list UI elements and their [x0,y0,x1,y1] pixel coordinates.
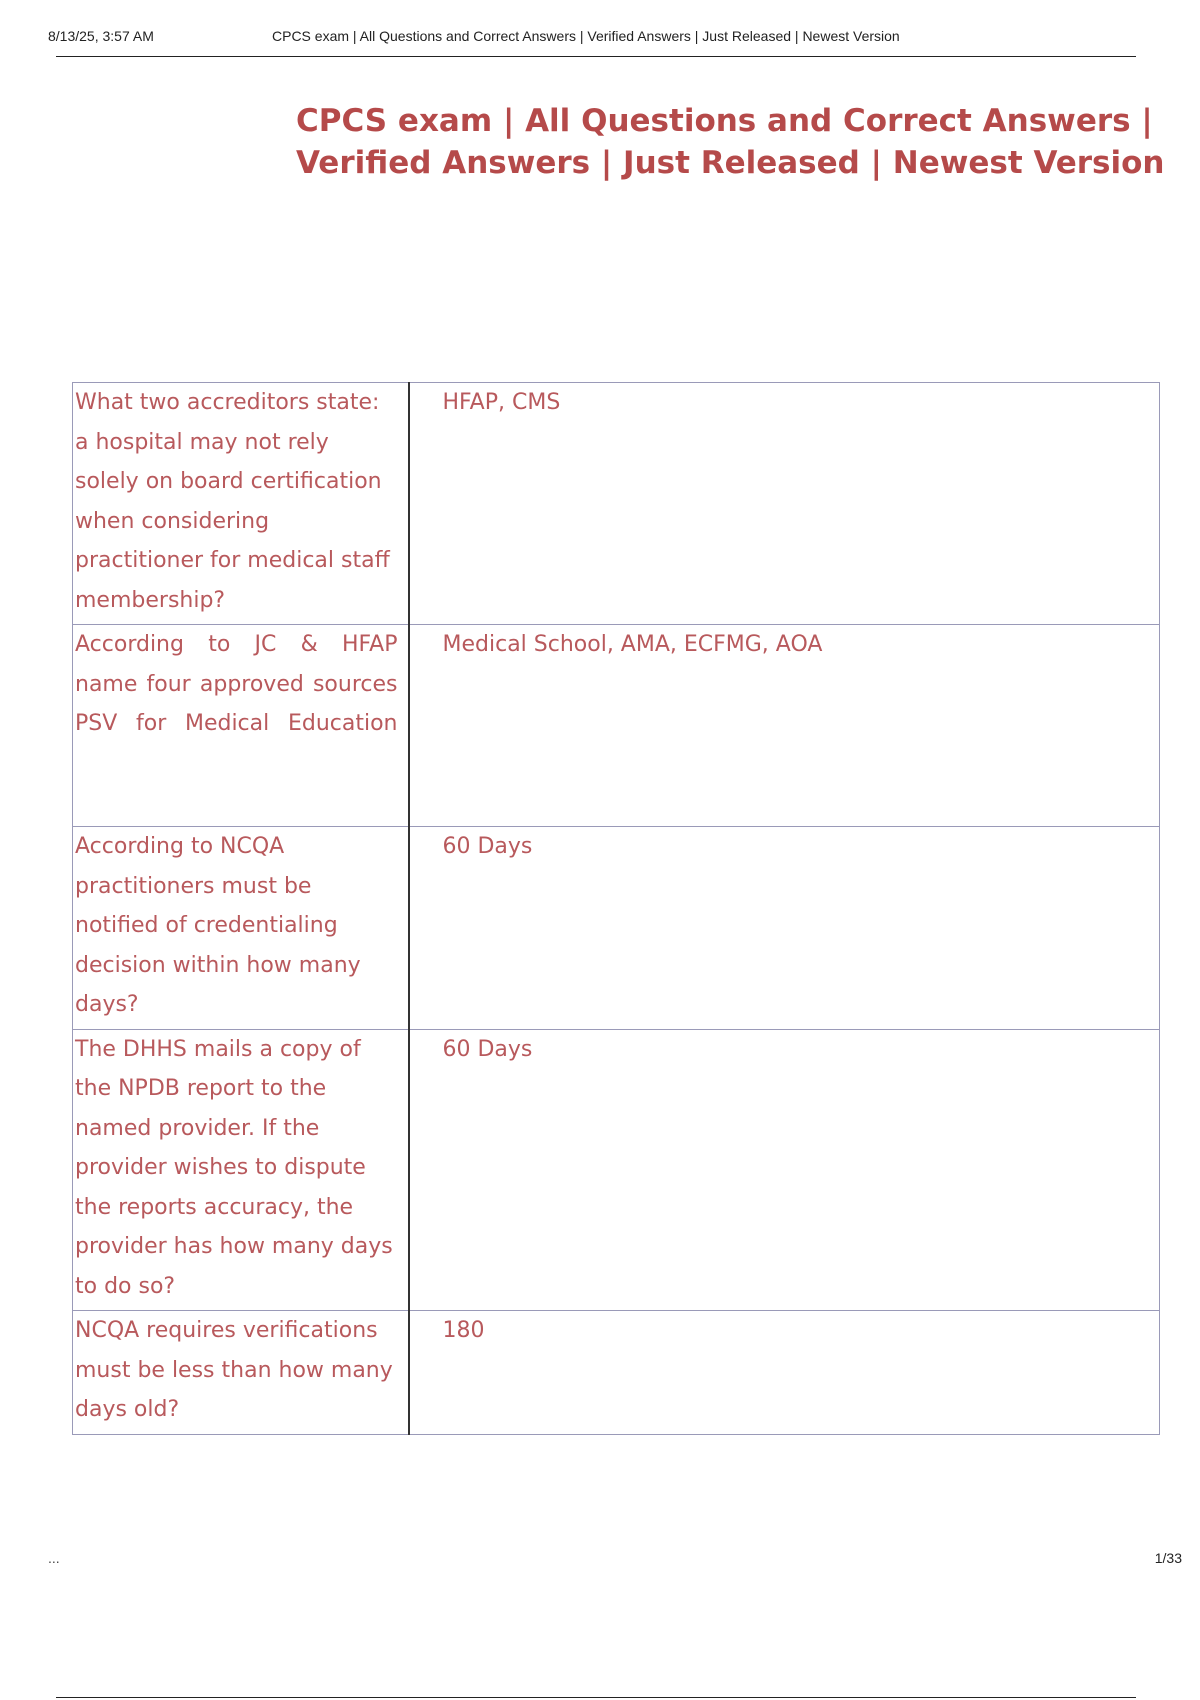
answer-cell: 60 Days [409,827,1160,1030]
print-doc-title: CPCS exam | All Questions and Correct Answers | Verified Answers | Just Released | Newest Version [272,28,900,44]
print-datetime: 8/13/25, 3:57 AM [48,28,154,44]
header-rule [56,56,1136,57]
answer-cell: HFAP, CMS [409,383,1160,625]
print-header [0,28,1200,52]
footer-url-ellipsis: ... [48,1550,60,1566]
question-cell: The DHHS mails a copy of the NPDB report to the named provider. If the provider wishes to dispute the reports accuracy, the provider has how many days to do so? [73,1029,409,1311]
page-title: CPCS exam | All Questions and Correct Answers | Verified Answers | Just Released | Newest Version [296,103,1165,181]
footer-rule [56,1697,1136,1698]
table-row [73,1029,1160,1311]
table-row [73,625,1160,827]
table-row [73,383,1160,625]
answer-cell: 60 Days [409,1029,1160,1311]
table-row [73,1311,1160,1435]
question-cell: According to JC & HFAP name four approved sources PSV for Medical Education [73,625,409,827]
table-row [73,827,1160,1030]
question-cell: NCQA requires verifications must be less than how many days old? [73,1311,409,1435]
question-cell: According to NCQA practitioners must be notified of credentialing decision within how many days? [73,827,409,1030]
question-cell: What two accreditors state: a hospital may not rely solely on board certification when considering practitioner for medical staff membership? [73,383,409,625]
answer-cell: Medical School, AMA, ECFMG, AOA [409,625,1160,827]
page-number: 1/33 [1154,1550,1182,1566]
answer-cell: 180 [409,1311,1160,1435]
qa-table [72,382,1160,1435]
